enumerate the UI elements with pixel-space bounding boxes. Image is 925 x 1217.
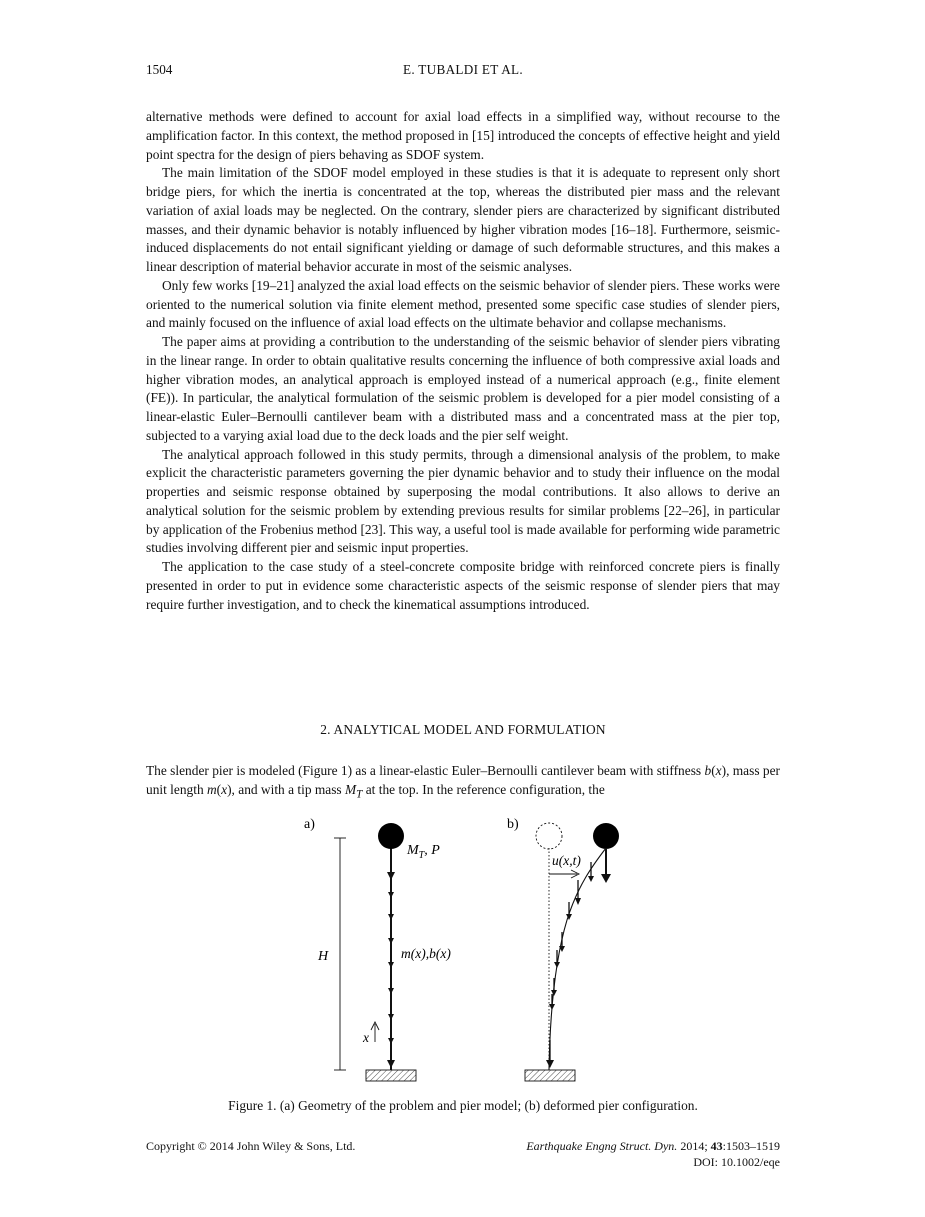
- page-number: 1504: [146, 62, 173, 77]
- base-support-b: [525, 1070, 575, 1081]
- load-arrow-a: [387, 872, 395, 880]
- intro-text-g: (: [216, 781, 222, 797]
- load-arrow-b: [554, 962, 560, 968]
- displacement-label: u(x,t): [552, 853, 581, 868]
- intro-text-i: ), and with a tip mass: [227, 781, 345, 797]
- load-arrow-a: [388, 938, 394, 944]
- label-a: a): [304, 817, 315, 832]
- paragraph-1: alternative methods were defined to account for axial load effects in a simplified way, without recourse to the amplification factor. In this context, the method proposed in [15] introduced the concepts of effective height and yield point spectra for the design of piers behaving as SDOF system.: [146, 109, 780, 162]
- paragraph-3: Only few works [19–21] analyzed the axial load effects on the seismic behavior of slender piers. These works were oriented to the numerical solution via finite element method, presented some specific case studies of slender piers, and mainly focused on the influence of axial load effects on the ultimate behavior and collapse mechanisms.: [146, 277, 780, 331]
- journal-year: 2014;: [677, 1139, 711, 1153]
- x-axis-label: x: [363, 1030, 369, 1045]
- load-arrow-b: [588, 876, 594, 882]
- tip-load-arrow-b: [601, 874, 611, 883]
- figure-1-svg: [290, 810, 640, 1090]
- section-intro: [146, 762, 780, 804]
- running-head-text: E. TUBALDI ET AL.: [403, 62, 523, 77]
- figure-caption: Figure 1. (a) Geometry of the problem and pier model; (b) deformed pier configuration.: [228, 1098, 698, 1113]
- load-arrow-a: [388, 1014, 394, 1020]
- distributed-label: m(x),b(x): [401, 946, 451, 961]
- load-arrow-a: [387, 1060, 395, 1068]
- figure-1: [290, 810, 640, 1090]
- intro-M-var: M: [345, 781, 357, 797]
- height-label: H: [318, 949, 329, 964]
- copyright: Copyright © 2014 John Wiley & Sons, Ltd.: [146, 1139, 356, 1153]
- distributed-load-arrows-b: [546, 862, 594, 1068]
- load-arrow-a: [388, 962, 394, 968]
- load-arrow-b: [546, 1060, 554, 1068]
- intro-text-c: (: [711, 763, 716, 778]
- page-header: [146, 62, 780, 82]
- section-intro-paragraph: [146, 762, 780, 804]
- undeformed-tip-mass: [536, 823, 562, 849]
- load-arrow-b: [575, 898, 581, 905]
- tip-mass-a: [378, 823, 404, 849]
- load-arrow-b: [549, 1004, 555, 1010]
- journal-citation: [526, 1138, 780, 1170]
- paragraph-2: The main limitation of the SDOF model employed in these studies is that it is adequate to represent only short bridge piers, for which the inertia is concentrated at the top, whereas the distributed pier mass and the relevant variation of axial loads may be neglected. On the contrary, slender piers are characterized by significant distributed masses, and their dynamic behavior is notably influenced by higher vibration modes [16–18]. Furthermore, seismic-induced displacements do not entail significant yielding or damage of such deformable structures, and this makes a linear description of material behavior accurate in most of the seismic analyses.: [146, 165, 780, 274]
- tip-mass-label: [406, 843, 440, 861]
- label-b: b): [507, 817, 519, 832]
- intro-text-e: ), mass per unit length: [146, 763, 781, 797]
- paragraph-6: The application to the case study of a steel-concrete composite bridge with reinforced concrete piers is finally presented in order to put in evidence some characteristic aspects of the seismic response of slender piers that may require further investigation, and to check the kinematical assumptions introduced.: [146, 559, 780, 612]
- tip-mass-b: [593, 823, 619, 849]
- intro-x-var: x: [715, 763, 722, 778]
- tip-load-P: , P: [424, 843, 440, 858]
- load-arrow-a: [388, 892, 394, 898]
- journal-volume: 43: [710, 1139, 723, 1153]
- paragraph-4: The paper aims at providing a contribution to the understanding of the seismic behavior of slender piers vibrating in the linear range. In order to obtain qualitative results concerning the influence of both compressive axial loads and higher vibration modes, an analytical approach is employed instead of a numerical approach (e.g., finite element (FE)). In particular, the analytical formulation of the seismic problem is developed for a pier model consisting of a linear-elastic Euler–Bernoulli cantilever beam with a distributed mass and a concentrated mass at the pier top, subjected to a varying axial load due to the deck loads and the pier self weight.: [146, 334, 780, 443]
- intro-b-var: b: [704, 763, 712, 778]
- load-arrow-a: [388, 1038, 394, 1044]
- doi: DOI: 10.1002/eqe: [693, 1155, 780, 1169]
- intro-T-sub: T: [356, 788, 363, 801]
- section-title: 2. ANALYTICAL MODEL AND FORMULATION: [320, 722, 606, 737]
- journal-line: [526, 1138, 780, 1154]
- base-support-a: [366, 1070, 416, 1081]
- load-arrow-a: [388, 914, 394, 920]
- journal-name: Earthquake Engng Struct. Dyn.: [526, 1139, 678, 1153]
- journal-pages: :1503–1519: [722, 1139, 780, 1153]
- tip-mass-T: T: [418, 850, 425, 861]
- running-head: [146, 62, 780, 78]
- intro-text-l: at the top. In the reference configuration, the: [362, 781, 605, 797]
- body-text: [146, 108, 780, 614]
- load-arrow-a: [388, 988, 394, 994]
- paragraph-5: The analytical approach followed in this study permits, through a dimensional analysis of the problem, to make explicit the characteristic parameters governing the pier dynamic behavior and to study their influence on the modal properties and seismic response obtained by superposing the modal contributions. It also allows to derive an analytical solution for the seismic problem by extending previous results for similar problems [22–26], in particular by application of the Frobenius method [23]. This way, a useful tool is made available for performing wide parametric studies involving different pier and seismic input properties.: [146, 446, 780, 556]
- intro-x-var-2: x: [221, 781, 228, 797]
- intro-m-var: m: [207, 781, 217, 797]
- tip-mass-M: M: [407, 843, 419, 858]
- intro-text-a: The slender pier is modeled (Figure 1) as a linear-elastic Euler–Bernoulli cantilever beam with stiffness: [146, 763, 705, 778]
